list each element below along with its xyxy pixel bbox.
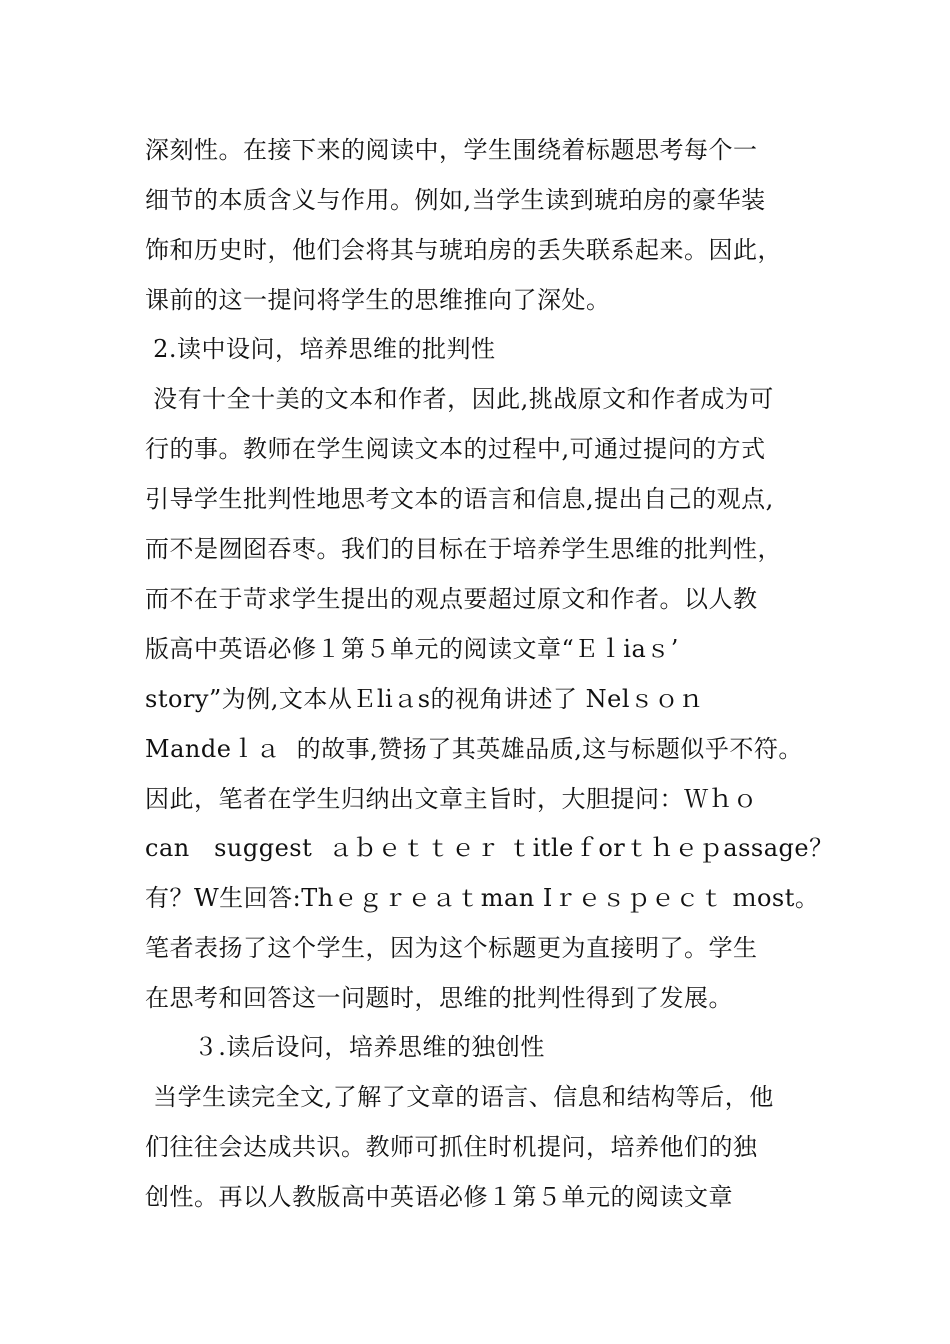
text-line: 细节的本质含义与作用。例如,当学生读到琥珀房的豪华装 bbox=[145, 186, 766, 214]
text-line: 版高中英语必修１第５单元的阅读文章“Ｅｌiaｓ’ bbox=[145, 635, 679, 663]
text-line: 创性。再以人教版高中英语必修１第５单元的阅读文章 bbox=[145, 1183, 733, 1211]
section-heading: ３.读后设问，培养思维的独创性 bbox=[145, 1033, 545, 1061]
text-line: 因此，笔者在学生归纳出文章主旨时，大胆提问：Ｗｈｏ bbox=[145, 785, 758, 813]
text-line: 而不是囫囵吞枣。我们的目标在于培养学生思维的批判性， bbox=[145, 535, 782, 563]
text-line: 当学生读完全文,了解了文章的语言、信息和结构等后，他 bbox=[145, 1083, 774, 1111]
text-line: can suggest ａｂｅｔｔｅｒ ｔitleｆorｔｈｅｐassage？ bbox=[145, 834, 834, 862]
section-heading: 2.读中设问，培养思维的批判性 bbox=[145, 335, 496, 363]
text-line: 有？W生回答:Thｅｇｒｅａｔman Iｒｅｓｐｅｃｔ ｍost。 bbox=[145, 884, 820, 912]
text-line: 行的事。教师在学生阅读文本的过程中,可通过提问的方式 bbox=[145, 435, 766, 463]
text-line: 课前的这一提问将学生的思维推向了深处。 bbox=[145, 286, 611, 314]
text-line: 饰和历史时，他们会将其与琥珀房的丢失联系起来。因此， bbox=[145, 236, 782, 264]
text-line: Mandeｌａ 的故事,赞扬了其英雄品质,这与标题似乎不符。 bbox=[145, 735, 803, 763]
text-line: 没有十全十美的文本和作者，因此,挑战原文和作者成为可 bbox=[145, 385, 774, 413]
text-line: 引导学生批判性地思考文本的语言和信息,提出自己的观点, bbox=[145, 485, 774, 513]
text-line: 们往往会达成共识。教师可抓住时机提问，培养他们的独 bbox=[145, 1133, 758, 1161]
text-line: 在思考和回答这一问题时，思维的批判性得到了发展。 bbox=[145, 984, 733, 1012]
text-line: story”为例,文本从Ｅliａs的视角讲述了 Nelｓｏｎ bbox=[145, 685, 704, 713]
text-line: 笔者表扬了这个学生，因为这个标题更为直接明了。学生 bbox=[145, 934, 758, 962]
text-line: 而不在于苛求学生提出的观点要超过原文和作者。以人教 bbox=[145, 585, 758, 613]
text-line: 深刻性。在接下来的阅读中，学生围绕着标题思考每个一 bbox=[145, 136, 758, 164]
